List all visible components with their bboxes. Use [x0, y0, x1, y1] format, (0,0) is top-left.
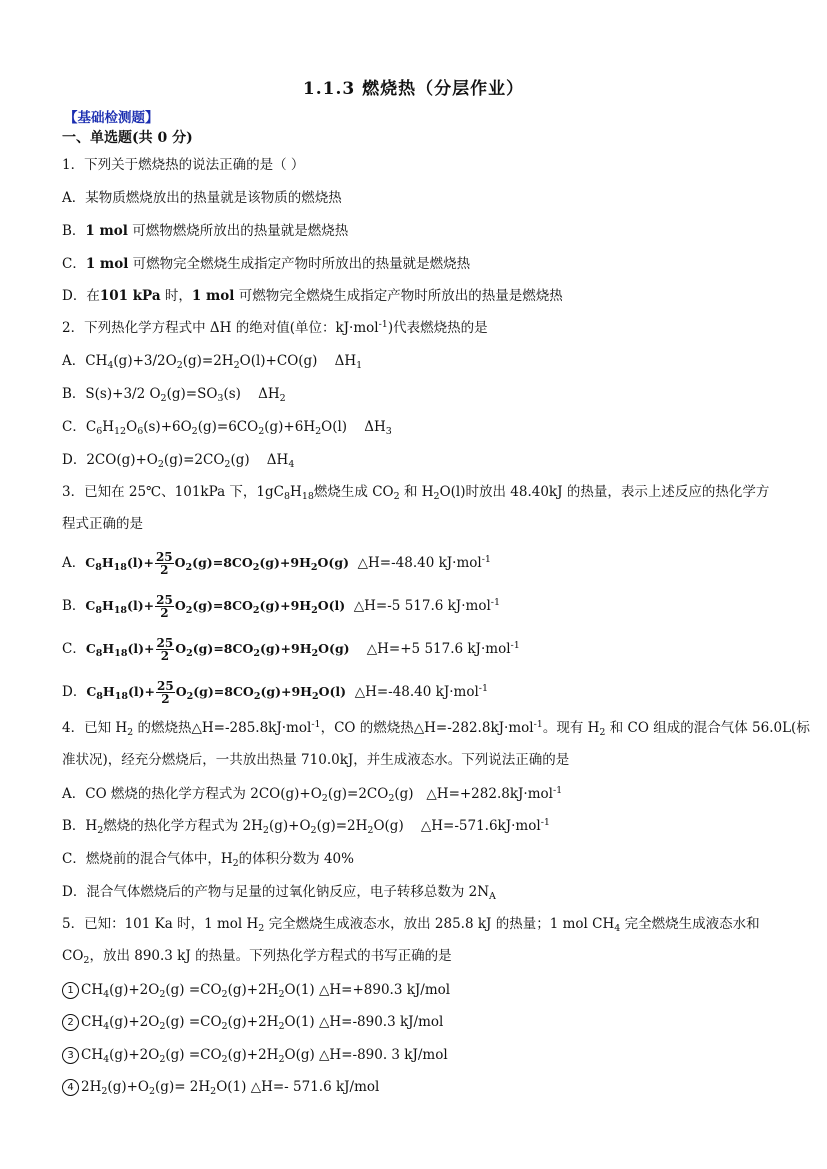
- question-3-stem: 3．已知在 25℃、101kPa 下，$1gC_8H_{18}$燃烧生成 $CO_2$ 和 $H_2O(l)$时放出 48.40kJ 的热量，表示上述反应的热化学方: [62, 484, 770, 502]
- question-4-option-d: D．混合气体燃烧后的产物与足量的过氧化钠反应，电子转移总数为 $2N_A$: [62, 884, 496, 902]
- question-2-option-b: B．S(s)+3/2 $O_2(g)=SO_3(s)$ $\Delta H_2$: [62, 386, 286, 404]
- question-1-option-b: B．1 mol 可燃物燃烧所放出的热量就是燃烧热: [62, 223, 349, 239]
- question-3-option-d: D．$C_8H_{18}(l)+$ $\frac{25}{2}$ $O_2(g)=8CO_2(g)+9H_2O(l)$ △H=-48.40 kJ·mol$^{-1}$: [62, 679, 489, 706]
- question-5-stem-line2: $CO_2$，放出 890.3 kJ 的热量。下列热化学方程式的书写正确的是: [62, 948, 452, 966]
- question-2-stem: 2．下列热化学方程式中 ΔH 的绝对值(单位：kJ·mol$^{-1}$)代表燃烧热的是: [62, 319, 488, 336]
- section-heading: 一、单选题(共 0 分): [62, 130, 193, 146]
- question-2-option-d: D．$2CO(g)+O_2(g)=2CO_2(g)$ $\Delta H_4$: [62, 452, 295, 470]
- question-3-option-a: A．$C_8H_{18}(l)+$ $\frac{25}{2}$ $O_2(g)=8CO_2(g)+9H_2O(g)$ △H=-48.40 kJ·mol$^{-1}$: [62, 550, 491, 577]
- question-4-option-c: C．燃烧前的混合气体中，$H_2$的体积分数为 40%: [62, 851, 354, 869]
- page-title: 1.1.3 燃烧热（分层作业）: [302, 79, 525, 99]
- question-3-option-b: B．$C_8H_{18}(l)+$ $\frac{25}{2}$ $O_2(g)=8CO_2(g)+9H_2O(l)$ △H=-5 517.6 kJ·mol$^{-1}$: [62, 593, 501, 620]
- question-1-option-d: D．在101 kPa 时，1 mol 可燃物完全燃烧生成指定产物时所放出的热量是燃烧热: [62, 288, 563, 304]
- question-5-stem: 5．已知：101 Ka 时，1 mol $H_2$ 完全燃烧生成液态水，放出 285.8 kJ 的热量；1 mol $CH_4$ 完全燃烧生成液态水和: [62, 916, 760, 934]
- question-5-option-1: 1 $CH_4(g)+2O_2(g) =CO_2(g)+2H_2O(1)$ △H=+890.3 kJ/mol: [62, 980, 450, 1000]
- question-1-stem: 1．下列关于燃烧热的说法正确的是（ ）: [62, 157, 305, 173]
- question-2-option-a: A．$CH_4(g)+3/2O_2(g)=2H_2O(l)+CO(g)$ $\Delta H_1$: [62, 353, 363, 371]
- question-4-stem-line2: 准状况)，经充分燃烧后，一共放出热量 710.0kJ，并生成液态水。下列说法正确的是: [62, 752, 570, 768]
- question-4-stem: 4．已知 $H_2$ 的燃烧热△H=-285.8kJ·mol$^{-1}$，CO 的燃烧热△H=-282.8kJ·mol$^{-1}$。现有 $H_2$ 和 CO 组成的混合气体 56.0L(标: [62, 719, 810, 738]
- question-5-option-2: 2 $CH_4(g)+2O_2(g) =CO_2(g)+2H_2O(1)$ △H=-890.3 kJ/mol: [62, 1012, 443, 1032]
- question-1-option-a: A．某物质燃烧放出的热量就是该物质的燃烧热: [62, 190, 342, 206]
- section-tag: 【基础检测题】: [64, 110, 159, 126]
- question-5-option-3: 3 $CH_4(g)+2O_2(g) =CO_2(g)+2H_2O(g)$ △H=-890. 3 kJ/mol: [62, 1045, 448, 1065]
- question-1-option-c: C．1 mol 可燃物完全燃烧生成指定产物时所放出的热量就是燃烧热: [62, 256, 471, 272]
- question-4-option-a: A．CO 燃烧的热化学方程式为 $2CO(g)+O_2(g)=2CO_2(g)$ △H=+282.8kJ·mol$^{-1}$: [62, 785, 563, 804]
- question-4-option-b: B．$H_2$燃烧的热化学方程式为 $2H_2(g)+O_2(g)=2H_2O(g)$ △H=-571.6kJ·mol$^{-1}$: [62, 817, 550, 836]
- question-5-option-4: 4 $2H_2(g)+O_2(g)= 2H_2O(1)$ △H=- 571.6 kJ/mol: [62, 1077, 379, 1097]
- question-3-option-c: C．$C_8H_{18}(l)+$ $\frac{25}{2}$ $O_2(g)=8CO_2(g)+9H_2O(g)$ △H=+5 517.6 kJ·mol$^{-1}$: [62, 636, 520, 663]
- question-2-option-c: C．$C_6H_{12}O_6(s)+6O_2(g)=6CO_2(g)+6H_2O(l)$ $\Delta H_3$: [62, 419, 392, 437]
- question-3-stem-line2: 程式正确的是: [62, 516, 143, 532]
